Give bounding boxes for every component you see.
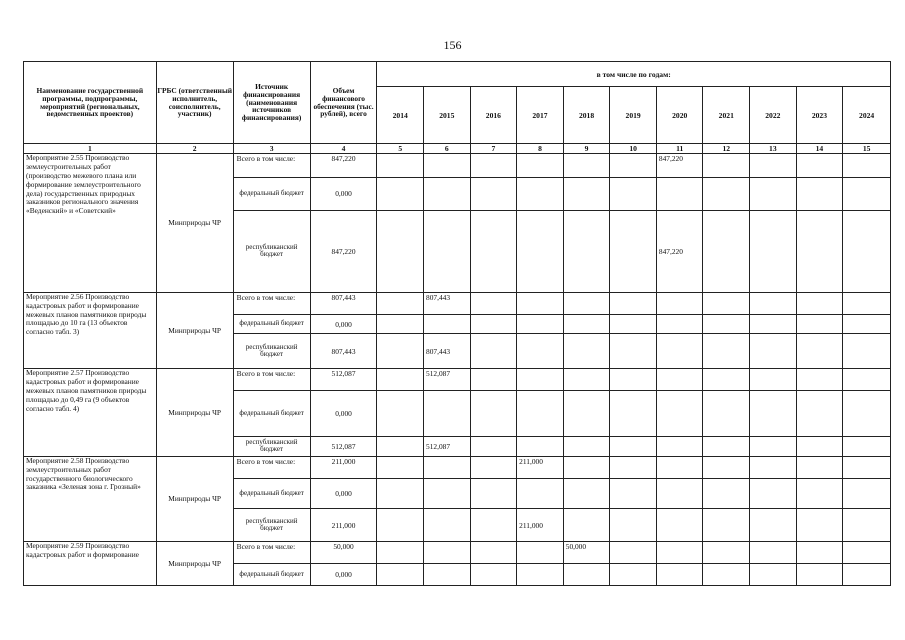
funding-source: Всего в том числе:: [233, 456, 310, 478]
year-cell-2020: [656, 509, 703, 542]
funding-source: республиканский бюджет: [233, 334, 310, 369]
year-cell-2020: [656, 456, 703, 478]
year-cell-2017: [517, 292, 564, 314]
header-total: Объем финансового обеспечения (тыс. рублей), всего: [310, 62, 377, 144]
funding-source: Всего в том числе:: [233, 292, 310, 314]
header-year-2016: 2016: [470, 87, 517, 144]
year-cell-2021: [703, 542, 750, 564]
year-cell-2021: [703, 210, 750, 292]
year-cell-2024: [843, 178, 891, 211]
total-amount: 0,000: [310, 178, 377, 211]
funding-source: Всего в том числе:: [233, 542, 310, 564]
column-number: 9: [563, 144, 610, 154]
year-cell-2016: [470, 334, 517, 369]
funding-source: Всего в том числе:: [233, 369, 310, 391]
column-number: 5: [377, 144, 424, 154]
year-cell-2023: [796, 314, 843, 334]
page-number: 156: [443, 38, 462, 52]
year-cell-2022: [750, 391, 797, 437]
year-cell-2018: [563, 334, 610, 369]
year-cell-2016: [470, 314, 517, 334]
year-cell-2023: [796, 391, 843, 437]
total-amount: 0,000: [310, 478, 377, 509]
year-cell-2022: [750, 314, 797, 334]
column-number: 7: [470, 144, 517, 154]
year-cell-2020: [656, 369, 703, 391]
year-cell-2016: [470, 456, 517, 478]
header-source: Источник финансирования (наименования источников финансирования): [233, 62, 310, 144]
year-cell-2017: [517, 210, 564, 292]
year-cell-2023: [796, 178, 843, 211]
year-cell-2016: [470, 210, 517, 292]
column-number: 15: [843, 144, 891, 154]
year-cell-2016: [470, 292, 517, 314]
year-cell-2021: [703, 334, 750, 369]
year-cell-2018: [563, 478, 610, 509]
year-cell-2014: [377, 478, 424, 509]
year-cell-2015: [424, 478, 471, 509]
year-cell-2019: [610, 478, 657, 509]
year-cell-2018: [563, 456, 610, 478]
year-cell-2016: [470, 563, 517, 585]
year-cell-2017: [517, 437, 564, 457]
year-cell-2015: [424, 154, 471, 178]
funding-source: федеральный бюджет: [233, 478, 310, 509]
header-year-2021: 2021: [703, 87, 750, 144]
year-cell-2015: 807,443: [424, 292, 471, 314]
year-cell-2023: [796, 437, 843, 457]
year-cell-2021: [703, 437, 750, 457]
year-cell-2014: [377, 334, 424, 369]
year-cell-2021: [703, 369, 750, 391]
year-cell-2018: [563, 178, 610, 211]
column-number: 11: [656, 144, 703, 154]
year-cell-2019: [610, 456, 657, 478]
year-cell-2018: [563, 314, 610, 334]
header-name: Наименование государственной программы, подпрограммы, мероприятий (региональных, ведомственных проектов): [24, 62, 157, 144]
funding-source: республиканский бюджет: [233, 509, 310, 542]
year-cell-2020: 847,220: [656, 210, 703, 292]
year-cell-2024: [843, 210, 891, 292]
year-cell-2022: [750, 542, 797, 564]
year-cell-2021: [703, 478, 750, 509]
year-cell-2024: [843, 391, 891, 437]
header-year-2019: 2019: [610, 87, 657, 144]
year-cell-2018: [563, 369, 610, 391]
total-amount: 50,000: [310, 542, 377, 564]
year-cell-2017: [517, 478, 564, 509]
year-cell-2023: [796, 154, 843, 178]
total-amount: 807,443: [310, 292, 377, 314]
year-cell-2023: [796, 542, 843, 564]
year-cell-2014: [377, 437, 424, 457]
total-amount: 0,000: [310, 563, 377, 585]
year-cell-2015: [424, 314, 471, 334]
total-amount: 211,000: [310, 456, 377, 478]
header-year-2018: 2018: [563, 87, 610, 144]
year-cell-2020: [656, 478, 703, 509]
year-cell-2023: [796, 369, 843, 391]
table-row: [24, 542, 891, 564]
year-cell-2022: [750, 334, 797, 369]
year-cell-2017: [517, 391, 564, 437]
year-cell-2014: [377, 456, 424, 478]
year-cell-2023: [796, 292, 843, 314]
year-cell-2024: [843, 292, 891, 314]
funding-source: федеральный бюджет: [233, 314, 310, 334]
year-cell-2022: [750, 437, 797, 457]
year-cell-2018: [563, 210, 610, 292]
year-cell-2023: [796, 334, 843, 369]
column-number: 4: [310, 144, 377, 154]
year-cell-2022: [750, 478, 797, 509]
year-cell-2018: [563, 391, 610, 437]
year-cell-2017: 211,000: [517, 456, 564, 478]
year-cell-2023: [796, 563, 843, 585]
measure-grbs: Минприроды ЧР: [156, 292, 233, 369]
total-amount: 512,087: [310, 437, 377, 457]
year-cell-2019: [610, 210, 657, 292]
year-cell-2024: [843, 369, 891, 391]
year-cell-2017: [517, 314, 564, 334]
year-cell-2014: [377, 391, 424, 437]
funding-source: республиканский бюджет: [233, 210, 310, 292]
year-cell-2015: 807,443: [424, 334, 471, 369]
year-cell-2021: [703, 456, 750, 478]
year-cell-2016: [470, 509, 517, 542]
column-number: 2: [156, 144, 233, 154]
year-cell-2019: [610, 154, 657, 178]
year-cell-2017: [517, 334, 564, 369]
year-cell-2018: [563, 292, 610, 314]
year-cell-2019: [610, 334, 657, 369]
year-cell-2020: [656, 437, 703, 457]
column-number: 6: [424, 144, 471, 154]
header-year-2014: 2014: [377, 87, 424, 144]
year-cell-2016: [470, 369, 517, 391]
year-cell-2023: [796, 478, 843, 509]
header-year-2020: 2020: [656, 87, 703, 144]
year-cell-2020: [656, 542, 703, 564]
year-cell-2022: [750, 210, 797, 292]
year-cell-2023: [796, 210, 843, 292]
year-cell-2014: [377, 154, 424, 178]
year-cell-2020: [656, 334, 703, 369]
year-cell-2014: [377, 210, 424, 292]
year-cell-2015: 512,087: [424, 437, 471, 457]
total-amount: 847,220: [310, 210, 377, 292]
year-cell-2021: [703, 314, 750, 334]
year-cell-2020: [656, 292, 703, 314]
header-year-2023: 2023: [796, 87, 843, 144]
year-cell-2015: [424, 178, 471, 211]
year-cell-2014: [377, 314, 424, 334]
year-cell-2015: [424, 563, 471, 585]
year-cell-2015: [424, 210, 471, 292]
measure-grbs: Минприроды ЧР: [156, 154, 233, 293]
year-cell-2016: [470, 437, 517, 457]
year-cell-2016: [470, 154, 517, 178]
year-cell-2024: [843, 478, 891, 509]
year-cell-2017: [517, 563, 564, 585]
header-year-2015: 2015: [424, 87, 471, 144]
funding-source: федеральный бюджет: [233, 391, 310, 437]
year-cell-2015: [424, 509, 471, 542]
year-cell-2024: [843, 509, 891, 542]
header-years-group: в том числе по годам:: [377, 62, 891, 87]
year-cell-2016: [470, 391, 517, 437]
year-cell-2023: [796, 456, 843, 478]
year-cell-2019: [610, 292, 657, 314]
funding-source: Всего в том числе:: [233, 154, 310, 178]
year-cell-2018: [563, 563, 610, 585]
year-cell-2024: [843, 334, 891, 369]
year-cell-2020: [656, 391, 703, 437]
year-cell-2024: [843, 437, 891, 457]
header-grbs: ГРБС (ответственный исполнитель, соисполнитель, участник): [156, 62, 233, 144]
year-cell-2014: [377, 563, 424, 585]
year-cell-2015: [424, 456, 471, 478]
measure-grbs: Минприроды ЧР: [156, 369, 233, 456]
year-cell-2018: [563, 437, 610, 457]
year-cell-2019: [610, 178, 657, 211]
year-cell-2021: [703, 509, 750, 542]
financing-table: [23, 61, 891, 586]
year-cell-2019: [610, 369, 657, 391]
year-cell-2024: [843, 542, 891, 564]
year-cell-2022: [750, 563, 797, 585]
year-cell-2023: [796, 509, 843, 542]
table-row: [24, 369, 891, 391]
measure-grbs: Минприроды ЧР: [156, 456, 233, 541]
year-cell-2019: [610, 391, 657, 437]
year-cell-2019: [610, 542, 657, 564]
year-cell-2017: [517, 178, 564, 211]
year-cell-2014: [377, 509, 424, 542]
column-number: 8: [517, 144, 564, 154]
year-cell-2017: [517, 369, 564, 391]
year-cell-2020: 847,220: [656, 154, 703, 178]
year-cell-2015: 512,087: [424, 369, 471, 391]
total-amount: 0,000: [310, 314, 377, 334]
year-cell-2020: [656, 178, 703, 211]
column-number: 13: [750, 144, 797, 154]
table-row: [24, 154, 891, 178]
year-cell-2019: [610, 314, 657, 334]
year-cell-2015: [424, 542, 471, 564]
funding-source: федеральный бюджет: [233, 563, 310, 585]
year-cell-2018: 50,000: [563, 542, 610, 564]
funding-source: федеральный бюджет: [233, 178, 310, 211]
year-cell-2017: [517, 154, 564, 178]
year-cell-2014: [377, 292, 424, 314]
year-cell-2017: 211,000: [517, 509, 564, 542]
measure-name: Мероприятие 2.56 Производство кадастровых работ и формирование межевых планов памятников природы площадью до 10 га (13 объектов согласно табл. 3): [24, 292, 157, 369]
year-cell-2020: [656, 563, 703, 585]
year-cell-2016: [470, 478, 517, 509]
year-cell-2021: [703, 391, 750, 437]
measure-name: Мероприятие 2.59 Производство кадастровых работ и формирование: [24, 542, 157, 586]
year-cell-2018: [563, 154, 610, 178]
year-cell-2014: [377, 178, 424, 211]
year-cell-2024: [843, 456, 891, 478]
year-cell-2019: [610, 509, 657, 542]
year-cell-2021: [703, 154, 750, 178]
header-year-2017: 2017: [517, 87, 564, 144]
year-cell-2016: [470, 542, 517, 564]
column-number: 12: [703, 144, 750, 154]
year-cell-2022: [750, 178, 797, 211]
year-cell-2017: [517, 542, 564, 564]
total-amount: 807,443: [310, 334, 377, 369]
year-cell-2021: [703, 178, 750, 211]
year-cell-2021: [703, 292, 750, 314]
year-cell-2022: [750, 456, 797, 478]
measure-name: Мероприятие 2.57 Производство кадастровых работ и формирование межевых планов памятников природы площадью до 0,49 га (9 объектов согласно табл. 4): [24, 369, 157, 456]
year-cell-2021: [703, 563, 750, 585]
total-amount: 512,087: [310, 369, 377, 391]
year-cell-2019: [610, 437, 657, 457]
year-cell-2024: [843, 154, 891, 178]
funding-source: республиканский бюджет: [233, 437, 310, 457]
measure-name: Мероприятие 2.58 Производство землеустроительных работ государственного биологического заказника «Зеленая зона г. Грозный»: [24, 456, 157, 541]
table-row: [24, 292, 891, 314]
year-cell-2024: [843, 563, 891, 585]
column-number: 3: [233, 144, 310, 154]
column-number: 1: [24, 144, 157, 154]
year-cell-2014: [377, 369, 424, 391]
measure-name: Мероприятие 2.55 Производство землеустроительных работ (производство межевого плана или формирование землеустроительного дела) государственных природных заказников регионального значения «Веденский» и «Советский»: [24, 154, 157, 293]
year-cell-2022: [750, 369, 797, 391]
year-cell-2020: [656, 314, 703, 334]
year-cell-2022: [750, 292, 797, 314]
header-year-2022: 2022: [750, 87, 797, 144]
year-cell-2022: [750, 154, 797, 178]
year-cell-2014: [377, 542, 424, 564]
year-cell-2018: [563, 509, 610, 542]
year-cell-2022: [750, 509, 797, 542]
total-amount: 847,220: [310, 154, 377, 178]
column-number: 14: [796, 144, 843, 154]
year-cell-2019: [610, 563, 657, 585]
measure-grbs: Минприроды ЧР: [156, 542, 233, 586]
year-cell-2015: [424, 391, 471, 437]
total-amount: 0,000: [310, 391, 377, 437]
table-row: [24, 456, 891, 478]
column-number: 10: [610, 144, 657, 154]
total-amount: 211,000: [310, 509, 377, 542]
year-cell-2024: [843, 314, 891, 334]
year-cell-2016: [470, 178, 517, 211]
header-year-2024: 2024: [843, 87, 891, 144]
